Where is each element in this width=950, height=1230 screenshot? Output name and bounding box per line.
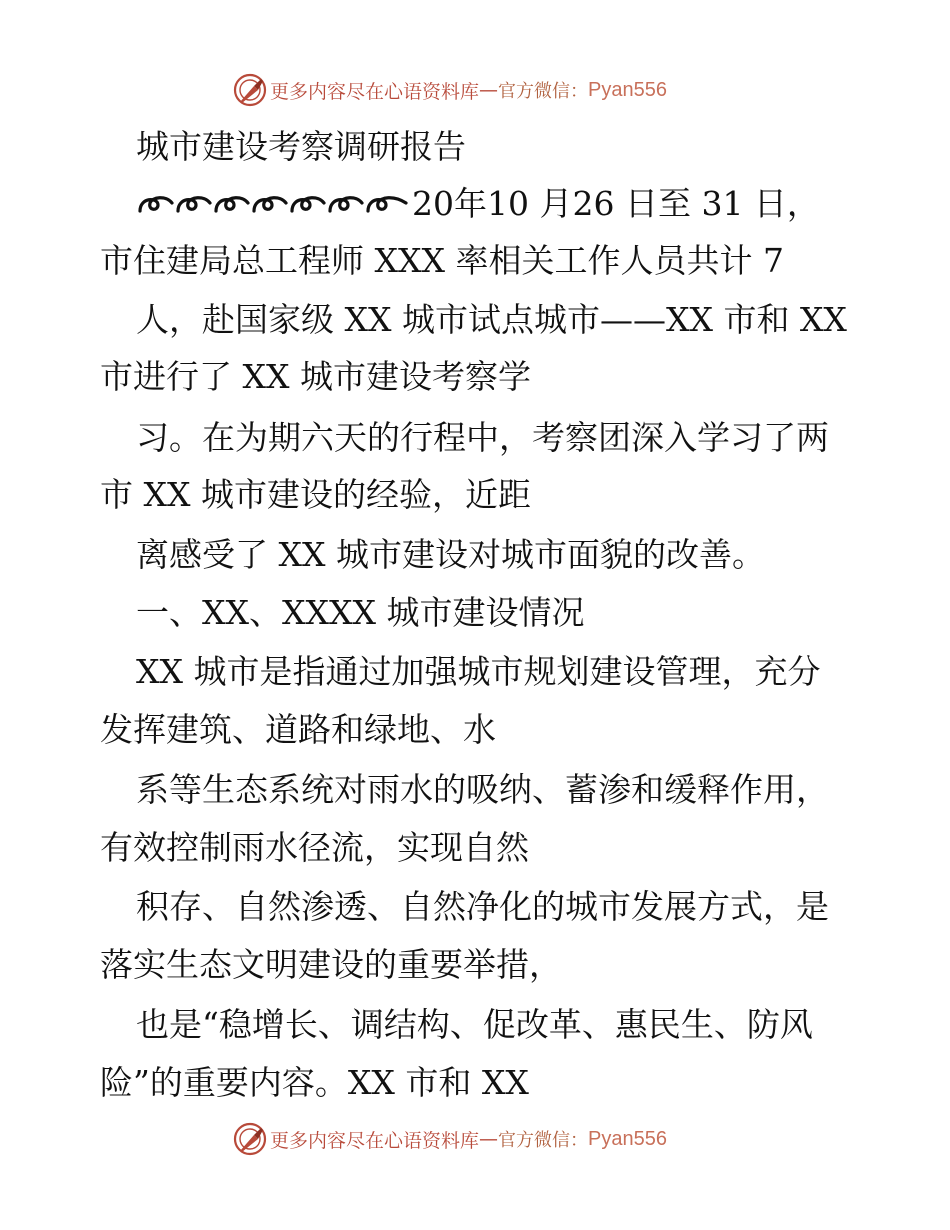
paragraph-line-15: 也是“稳增长、调结构、促改革、惠民生、防风 [136,1005,813,1044]
paragraph-line-13: 积存、自然渗透、自然净化的城市发展方式，是 [136,887,829,926]
paragraph-line-1 [136,184,820,226]
paragraph-line-2: 市住建局总工程师 XXX 率相关工作人员共计 7 [100,241,784,280]
decorative-swirl-icon [136,186,412,226]
watermark-id-text: Pyan556 [588,1127,667,1150]
document-title: 城市建设考察调研报告 [136,127,466,166]
watermark-id-text: Pyan556 [588,78,667,101]
paragraph-line-9: XX 城市是指通过加强城市规划建设管理，充分 [136,652,821,691]
paragraph-line-14: 落实生态文明建设的重要举措， [100,945,562,984]
paragraph-line-1-text: 20年10 月26 日至 31 日， [412,184,820,223]
paragraph-line-10: 发挥建筑、道路和绿地、水 [100,710,496,749]
section-heading: 一、XX、XXXX 城市建设情况 [136,593,585,632]
paragraph-line-6: 市 XX 城市建设的经验，近距 [100,475,531,514]
pen-nib-circle-logo-icon [232,1121,268,1157]
paragraph-line-11: 系等生态系统对雨水的吸纳、蓄渗和缓释作用， [136,770,829,809]
pen-nib-circle-logo-icon [232,72,268,108]
watermark-dash: — [479,79,499,101]
paragraph-line-3: 人，赴国家级 XX 城市试点城市——XX 市和 XX [136,300,847,339]
watermark-dash: — [479,1128,499,1150]
footer-watermark [232,1119,667,1159]
paragraph-line-4: 市进行了 XX 城市建设考察学 [100,357,531,396]
paragraph-line-12: 有效控制雨水径流，实现自然 [100,828,529,867]
watermark-sub-text: 官方微信： [498,1130,589,1151]
watermark-sub-text: 官方微信： [498,81,589,102]
paragraph-line-7: 离感受了 XX 城市建设对城市面貌的改善。 [136,535,765,574]
header-watermark [232,70,667,110]
paragraph-line-16: 险”的重要内容。XX 市和 XX [100,1063,529,1102]
watermark-main-text: 更多内容尽在心语资料库 [270,80,480,103]
paragraph-line-5: 习。在为期六天的行程中，考察团深入学习了两 [136,418,829,457]
watermark-main-text: 更多内容尽在心语资料库 [270,1129,480,1152]
